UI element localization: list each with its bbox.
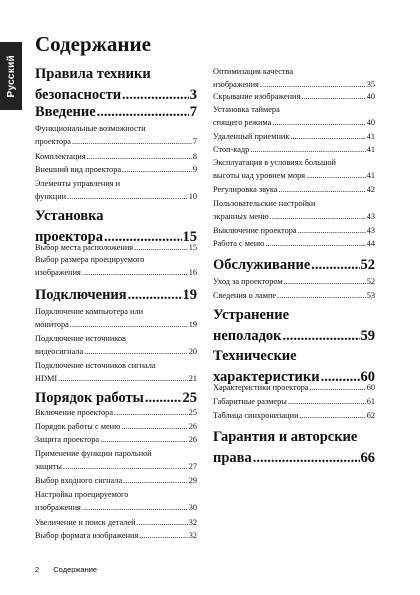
toc-page-number: 20 [188,346,197,356]
toc-page-number: 3 [189,87,197,103]
toc-entry [213,238,375,251]
toc-entry [213,66,375,91]
toc-row [213,117,375,130]
toc-title-line: Эксплуатация в условиях большой [213,158,336,167]
toc-title: Введение [35,104,96,120]
toc-row [35,102,197,123]
toc-entry [213,382,375,395]
dot-leader [70,319,188,332]
toc-page-number: 19 [188,319,197,329]
toc-title: проектора [35,136,71,146]
toc-title: Увеличение и поиск деталей [35,518,136,527]
toc-row [213,170,375,183]
toc-row [35,319,197,332]
dot-leader [145,388,182,409]
toc-section [35,102,197,123]
toc-row [213,238,375,251]
dot-leader [265,238,365,251]
toc-row [35,191,197,204]
toc-entry [213,157,375,182]
toc-row [213,255,375,276]
toc-page-number: 10 [188,191,197,201]
toc-page-number: 59 [360,328,375,344]
dot-leader [97,102,189,123]
toc-title-line: Установка [35,208,104,224]
dot-leader [82,502,188,515]
toc-row [213,326,375,347]
toc-section [35,285,197,306]
toc-row [35,164,197,177]
dot-leader [123,475,188,488]
toc-title: Включение проектора [35,408,114,417]
toc-title: монитора [35,319,69,329]
toc-row [35,517,197,530]
toc-entry [213,276,375,289]
toc-page-number: 26 [188,422,197,431]
toc-page-number: 9 [192,165,197,174]
toc-title: Внешний вид проектора [35,165,122,174]
toc-row [213,131,375,144]
dot-leader [288,396,366,409]
toc-row [35,530,197,543]
dot-leader [253,448,360,469]
toc-row [35,475,197,488]
toc-page-number: 35 [366,79,375,89]
toc-title: Порядок работы с меню [35,422,121,431]
toc-section [213,305,375,347]
toc-row [35,461,197,474]
toc-page-number: 52 [366,277,375,286]
dot-leader [128,285,182,306]
toc-title-line: Установка таймера [213,105,280,114]
toc-title: видеосигнала [35,346,84,356]
toc-title: высоты над уровнем моря [213,170,306,180]
toc-page-number: 41 [366,132,375,141]
toc-entry [35,151,197,164]
toc-title-line: Пользовательские настройки [213,199,316,208]
dot-leader [72,136,192,149]
dot-leader [58,373,188,386]
dot-leader [301,91,365,104]
toc-title: функции [35,191,67,201]
toc-title-line: Подключение источников сигнала [35,361,156,370]
toc-title: Выбор формата изображения [35,531,139,540]
dot-leader [134,242,188,255]
dot-leader [290,131,365,144]
toc-title: Удаленный приемник [213,132,290,141]
toc-page-number: 40 [366,117,375,127]
toc-page-number: 7 [189,104,197,120]
toc-title: Подключения [35,287,127,303]
toc-entry [35,434,197,447]
toc-title: характеристики [213,369,320,385]
toc-row [35,242,197,255]
toc-row [213,410,375,423]
toc-title-line: Подключение компьютера или [35,307,144,316]
toc-page-number: 66 [360,450,375,466]
toc-entry [35,421,197,434]
toc-page-number: 19 [182,287,197,303]
toc-title: Выбор места расположения [35,243,134,252]
toc-entry [35,530,197,543]
toc-page-number: 21 [188,373,197,383]
dot-leader [137,517,188,530]
toc-entry [35,254,197,279]
toc-entry [35,242,197,255]
toc-row [35,502,197,515]
dot-leader [122,164,192,177]
toc-title: спящего режима [213,117,272,127]
footer-label: Содержание [53,565,98,574]
page-number: 2 [35,565,40,574]
toc-entry [213,91,375,104]
toc-title: неполадок [213,328,282,344]
toc-page-number: 8 [192,152,197,161]
toc-entry [35,164,197,177]
toc-title: Скрывание изображения [213,92,301,101]
dot-leader [311,255,359,276]
toc-entry [213,131,375,144]
toc-title-line: Оптимизация качества [213,67,294,76]
toc-page-number: 15 [188,243,197,252]
toc-row [35,346,197,359]
toc-title: Работа с меню [213,239,265,248]
toc-page-number: 16 [188,267,197,277]
toc-row [35,407,197,420]
toc-title: изображения [213,79,259,89]
toc-page-number: 42 [366,185,375,194]
toc-title: изображения [35,502,81,512]
toc-entry [213,225,375,238]
toc-row [213,396,375,409]
toc-title: проектора [35,229,103,245]
toc-row [35,434,197,447]
toc-page-number: 61 [366,397,375,406]
dot-leader [139,530,187,543]
dot-leader [310,382,366,395]
toc-page-number: 29 [188,476,197,485]
toc-title-line: Элементы управления и [35,179,121,188]
dot-leader [277,290,366,303]
toc-page-number: 41 [366,145,375,154]
dot-leader [298,225,366,238]
toc-page-number: 44 [366,239,375,248]
toc-title: права [213,450,252,466]
toc-row [213,144,375,157]
toc-section [35,64,197,106]
dot-leader [82,267,188,280]
toc-page-number: 25 [182,390,197,406]
dot-leader [67,191,188,204]
toc-row [35,136,197,149]
toc-title: Уход за проектором [213,277,283,286]
dot-leader [278,184,365,197]
toc-title: экранных меню [213,211,269,221]
dot-leader [270,211,366,224]
toc-row [213,448,375,469]
toc-page-number: 52 [360,257,375,273]
toc-page-number: 43 [366,226,375,235]
toc-entry [35,475,197,488]
language-tab [0,42,22,110]
toc-row [35,151,197,164]
toc-page-number: 25 [188,408,197,417]
toc-entry [213,396,375,409]
toc-section [213,427,375,469]
toc-title: Обслуживание [213,257,311,273]
dot-leader [114,407,188,420]
language-tab-label: Русский [5,54,17,98]
toc-title-line: Гарантия и авторские [213,429,358,445]
toc-title-line: Технические [213,348,297,364]
toc-entry [213,290,375,303]
toc-title: Габаритные размеры [213,397,287,406]
dot-leader [300,410,366,423]
toc-entry [213,198,375,223]
toc-title: Регулировка звука [213,185,278,194]
toc-entry [35,306,197,331]
toc-entry [35,178,197,203]
toc-title-line: Функциональные возможности [35,124,146,133]
toc-row [213,276,375,289]
toc-title: Характеристики проектора [213,383,309,392]
toc-title: безопасности [35,87,122,103]
toc-page-number: 60 [366,383,375,392]
toc-title: изображения [35,267,81,277]
toc-title: HDMI [35,373,58,383]
toc-entry [213,144,375,157]
toc-row [213,184,375,197]
toc-title-line: Применение функции парольной [35,449,152,458]
toc-row [35,285,197,306]
toc-title: защиты [35,461,62,471]
toc-title: Защита проектора [35,435,100,444]
toc-title: Выключение проектора [213,226,297,235]
toc-row [35,267,197,280]
toc-entry [35,407,197,420]
toc-title-line: Подключение источников [35,334,126,343]
toc-page-number: 32 [188,518,197,527]
toc-entry [213,410,375,423]
toc-title-line: Правила техники [35,66,151,82]
toc-page-number: 27 [188,461,197,471]
toc-title: Таблица синхронизации [213,411,299,420]
toc-row [35,373,197,386]
toc-page-number: 62 [366,411,375,420]
dot-leader [121,421,187,434]
toc-section [35,388,197,409]
toc-page-number: 15 [182,229,197,245]
toc-row [213,290,375,303]
dot-leader [283,326,360,347]
toc-page-number: 60 [360,369,375,385]
dot-leader [250,144,365,157]
toc-entry [213,184,375,197]
toc-entry [35,489,197,514]
toc-row [35,388,197,409]
toc-entry [213,104,375,129]
dot-leader [260,79,366,92]
toc-page-number: 43 [366,211,375,221]
toc-entry [35,448,197,473]
dot-leader [306,170,366,183]
toc-page-number: 7 [192,136,197,146]
toc-section [213,255,375,276]
toc-page-number: 26 [188,435,197,444]
dot-leader [284,276,366,289]
toc-row [213,225,375,238]
dot-leader [100,434,188,447]
toc-page-number: 32 [188,531,197,540]
toc-entry [35,517,197,530]
toc-page-number: 30 [188,502,197,512]
toc-entry [35,360,197,385]
toc-row [35,421,197,434]
toc-entry [35,333,197,358]
toc-row [213,211,375,224]
dot-leader [272,117,365,130]
toc-title: Порядок работы [35,390,144,406]
page-title: Содержание [35,32,151,56]
toc-page-number: 40 [366,92,375,101]
toc-title: Выбор входного сигнала [35,476,123,485]
toc-title: Комплектация [35,152,86,161]
toc-title-line: Устранение [213,307,290,323]
toc-title-line: Выбор размера проецируемого [35,255,145,264]
page-footer [35,565,97,574]
toc-title: Сведения о лампе [213,291,277,300]
toc-page-number: 41 [366,170,375,180]
dot-leader [63,461,188,474]
dot-leader [87,151,192,164]
dot-leader [84,346,188,359]
toc-page-number: 53 [366,291,375,300]
toc-entry [35,123,197,148]
toc-title: Стоп-кадр [213,145,250,154]
toc-title-line: Настройка проецируемого [35,490,129,499]
toc-row [213,79,375,92]
toc-row [213,91,375,104]
toc-row [213,382,375,395]
